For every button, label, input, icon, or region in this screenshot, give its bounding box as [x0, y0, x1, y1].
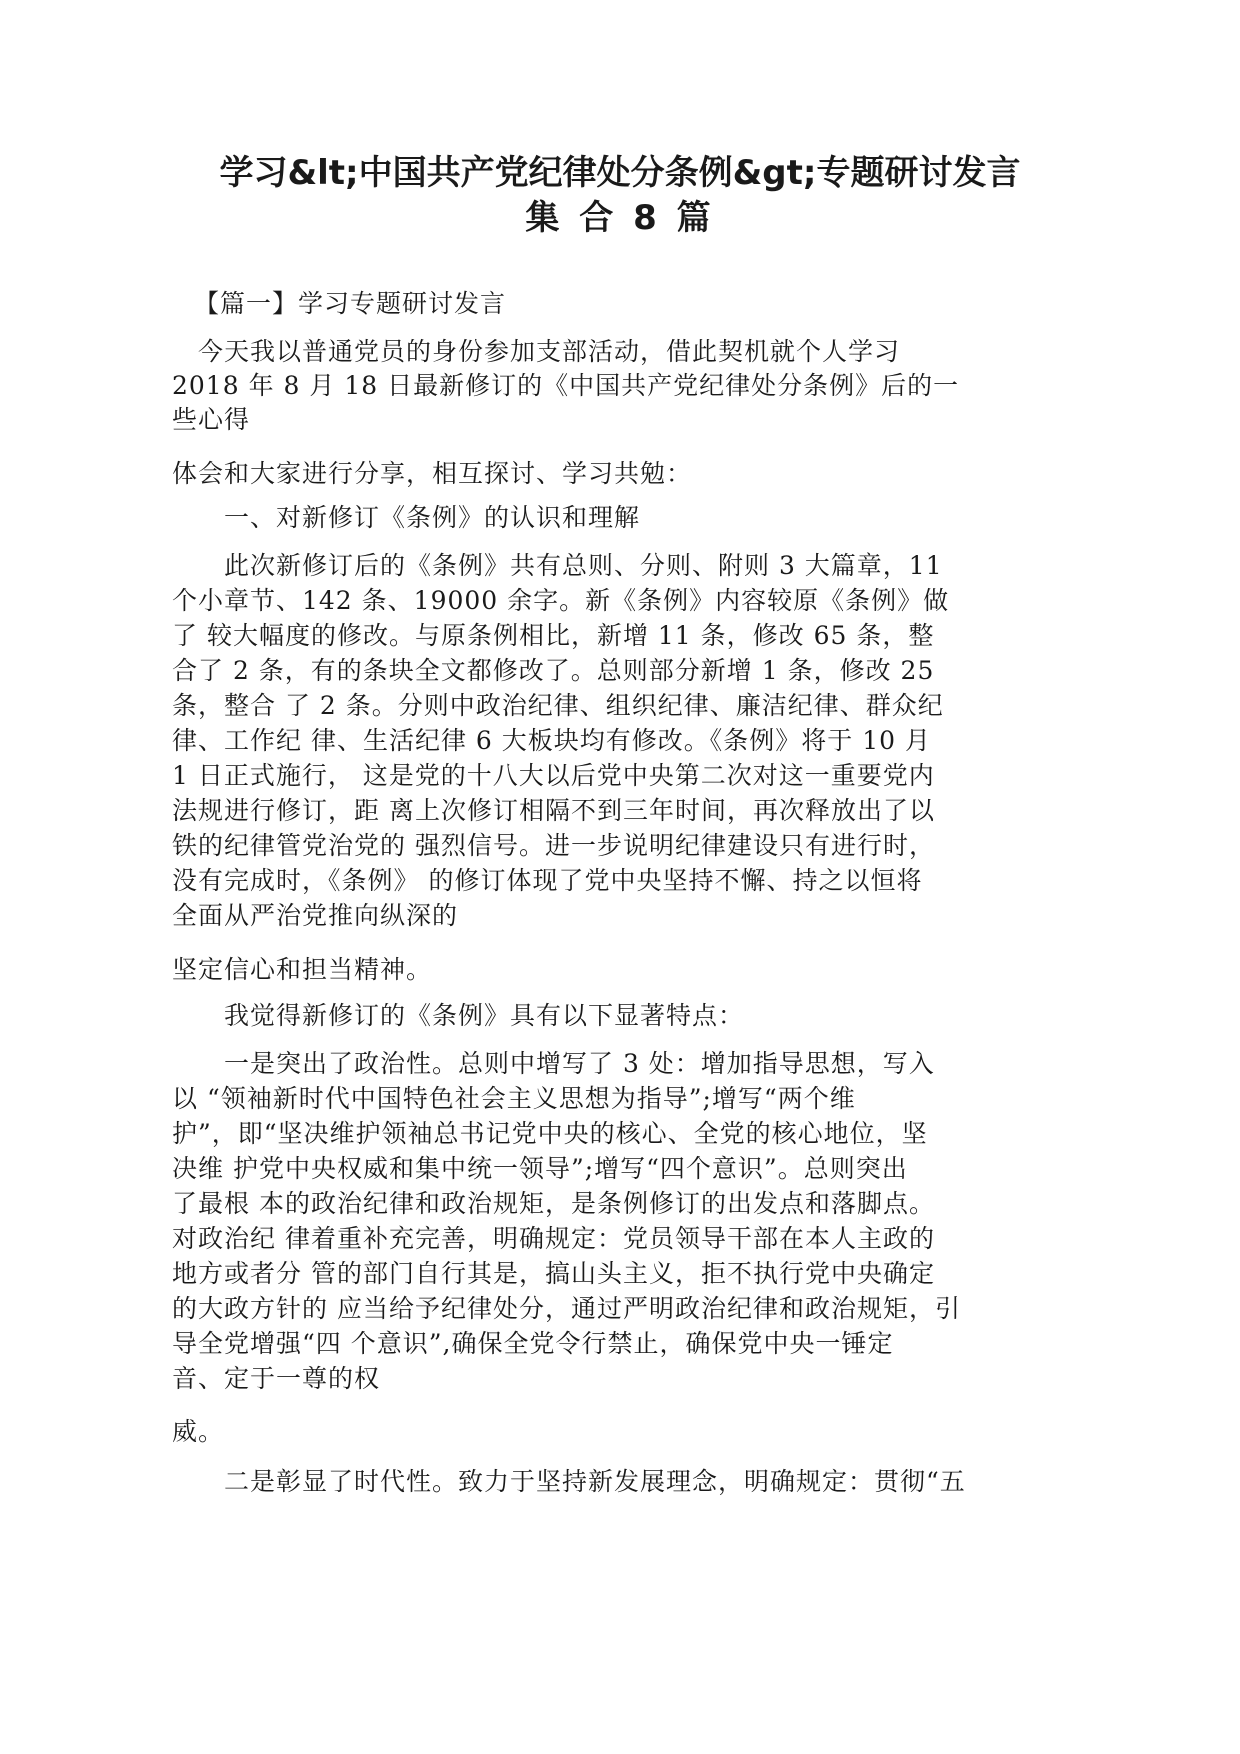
paragraph-line: 护”，即“坚决维护领袖总书记党中央的核心、全党的核心地位，坚	[172, 1119, 928, 1148]
section-heading: 【篇一】学习专题研讨发言	[194, 289, 507, 318]
paragraph-line: 此次新修订后的《条例》共有总则、分则、附则 3 大篇章，11	[224, 551, 943, 580]
subheading-line: 一、对新修订《条例》的认识和理解	[224, 503, 641, 532]
paragraph-line: 合了 2 条，有的条块全文都修改了。总则部分新增 1 条，修改 25	[172, 656, 935, 685]
paragraph-line: 1 日正式施行， 这是党的十八大以后党中央第二次对这一重要党内	[172, 761, 935, 790]
paragraph-line: 导全党增强“四 个意识”,确保全党令行禁止，确保党中央一锤定	[172, 1329, 894, 1358]
paragraph-line: 对政治纪 律着重补充完善，明确规定：党员领导干部在本人主政的	[172, 1224, 935, 1253]
paragraph-line: 威。	[172, 1417, 225, 1446]
paragraph-line: 2018 年 8 月 18 日最新修订的《中国共产党纪律处分条例》后的一	[172, 371, 960, 400]
paragraph-line: 地方或者分 管的部门自行其是，搞山头主义，拒不执行党中央确定	[172, 1259, 935, 1288]
paragraph-line: 些心得	[172, 405, 251, 434]
paragraph-line: 二是彰显了时代性。致力于坚持新发展理念，明确规定：贯彻“五	[224, 1467, 966, 1496]
paragraph-line: 的大政方针的 应当给予纪律处分，通过严明政治纪律和政治规矩，引	[172, 1294, 961, 1323]
paragraph-line: 一是突出了政治性。总则中增写了 3 处：增加指导思想，写入	[224, 1049, 935, 1078]
paragraph-line: 全面从严治党推向纵深的	[172, 901, 459, 930]
paragraph-line: 以 “领袖新时代中国特色社会主义思想为指导”;增写“两个维	[172, 1084, 856, 1113]
paragraph-line: 决维 护党中央权威和集中统一领导”;增写“四个意识”。总则突出	[172, 1154, 908, 1183]
paragraph-line: 坚定信心和担当精神。	[172, 955, 433, 984]
document-title-line-1: 学习&lt;中国共产党纪律处分条例&gt;专题研讨发言	[219, 153, 1021, 193]
paragraph-line: 体会和大家进行分享，相互探讨、学习共勉：	[172, 459, 693, 488]
paragraph-line: 没有完成时，《条例》 的修订体现了党中央坚持不懈、持之以恒将	[172, 866, 923, 895]
paragraph-line: 条，整合 了 2 条。分则中政治纪律、组织纪律、廉洁纪律、群众纪	[172, 691, 944, 720]
paragraph-line: 我觉得新修订的《条例》具有以下显著特点：	[224, 1001, 745, 1030]
paragraph-line: 了最根 本的政治纪律和政治规矩，是条例修订的出发点和落脚点。	[172, 1189, 935, 1218]
paragraph-line: 音、定于一尊的权	[172, 1364, 381, 1393]
paragraph-line: 今天我以普通党员的身份参加支部活动，借此契机就个人学习	[198, 337, 901, 366]
paragraph-line: 法规进行修订，距 离上次修订相隔不到三年时间，再次释放出了以	[172, 796, 935, 825]
paragraph-line: 个小章节、142 条、19000 余字。新《条例》内容较原《条例》做	[172, 586, 950, 615]
paragraph-line: 了 较大幅度的修改。与原条例相比，新增 11 条，修改 65 条，整	[172, 621, 935, 650]
document-title-line-2: 集 合 8 篇	[525, 198, 715, 238]
paragraph-line: 铁的纪律管党治党的 强烈信号。进一步说明纪律建设只有进行时，	[172, 831, 935, 860]
paragraph-line: 律、工作纪 律、生活纪律 6 大板块均有修改。《条例》将于 10 月	[172, 726, 931, 755]
